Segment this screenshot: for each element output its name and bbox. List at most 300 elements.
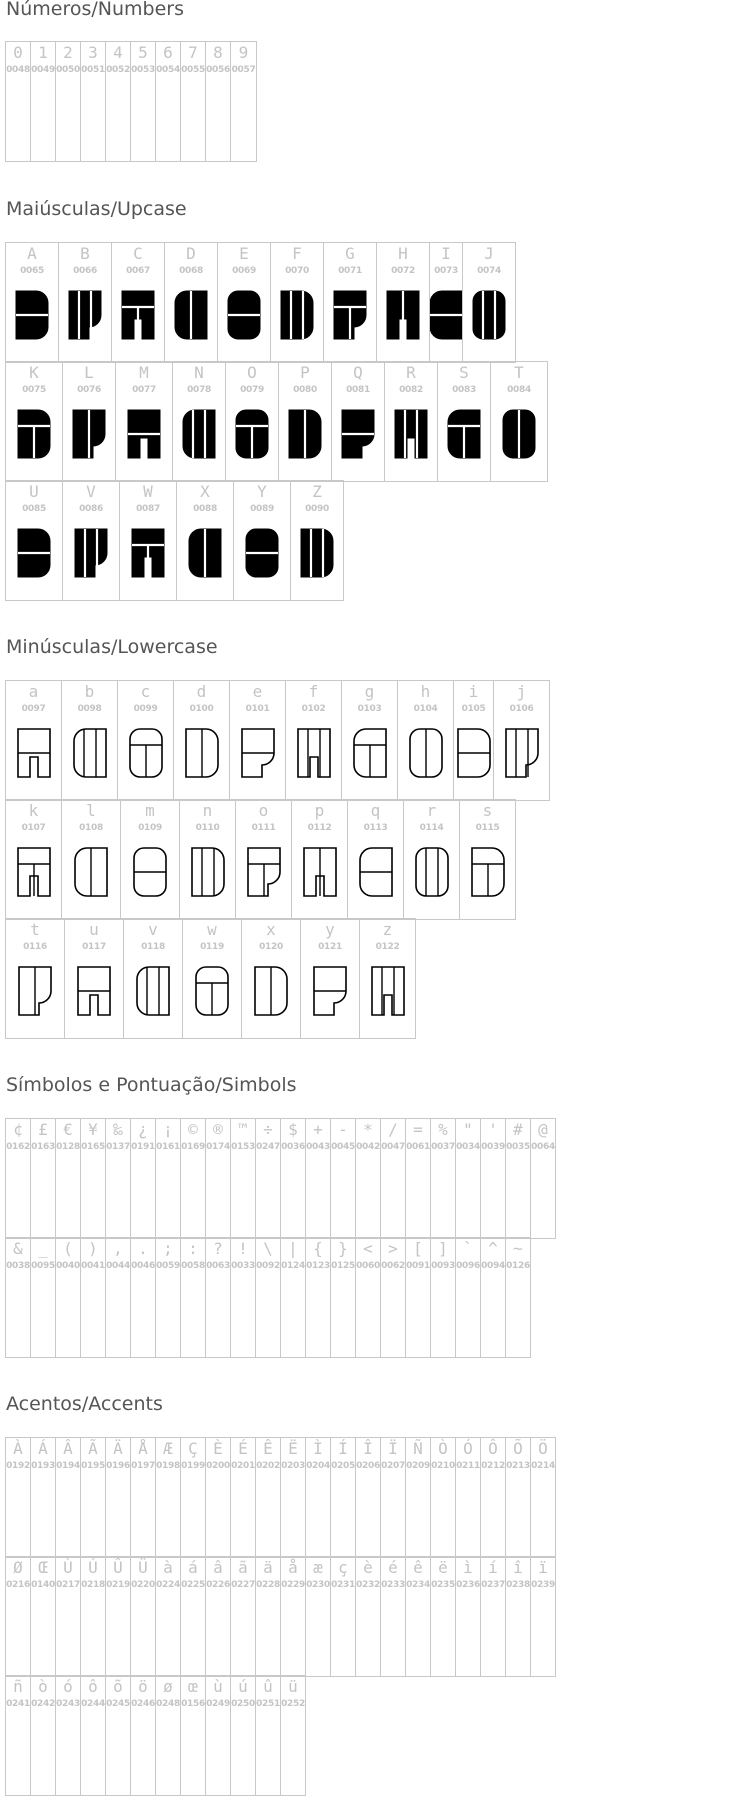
glyph-shape	[385, 289, 421, 341]
glyph-cell	[356, 1557, 381, 1676]
glyph-char-label: ì	[463, 1558, 473, 1577]
glyph-code-label: 0058	[181, 1261, 205, 1271]
glyph-cell	[131, 1238, 156, 1357]
glyph-cell	[165, 243, 218, 362]
glyph-code-label: 0218	[81, 1580, 105, 1590]
glyph-cell	[281, 1676, 306, 1795]
glyph-cell	[63, 362, 116, 481]
glyph-row	[5, 1437, 556, 1558]
glyph-char-label: |	[288, 1239, 298, 1258]
glyph-code-label: 0207	[381, 1461, 405, 1471]
glyph-char-label: ä	[263, 1558, 273, 1577]
glyph-code-label: 0062	[381, 1261, 405, 1271]
glyph-char-label: õ	[113, 1677, 123, 1696]
glyph-cell	[131, 42, 156, 161]
glyph-char-label: Q	[353, 363, 363, 382]
section-title: Maiúsculas/Upcase	[6, 198, 187, 220]
glyph-cell	[206, 1238, 231, 1357]
glyph-shape	[352, 727, 388, 779]
glyph-cell	[206, 1438, 231, 1557]
glyph-code-label: 0214	[531, 1461, 555, 1471]
glyph-cell	[6, 243, 59, 362]
glyph-code-label: 0100	[189, 704, 214, 714]
glyph-cell	[81, 1238, 106, 1357]
glyph-code-label: 0109	[138, 823, 162, 833]
glyph-code-label: 0045	[331, 1142, 355, 1152]
glyph-code-label: 0241	[6, 1699, 30, 1709]
glyph-code-label: 0071	[338, 266, 362, 276]
glyph-cell	[118, 681, 174, 800]
glyph-char-label: C	[133, 244, 143, 263]
glyph-char-label: -	[338, 1120, 348, 1139]
glyph-char-label: Z	[312, 482, 322, 501]
glyph-code-label: 0042	[356, 1142, 380, 1152]
glyph-code-label: 0036	[281, 1142, 305, 1152]
glyph-char-label: ù	[213, 1677, 223, 1696]
glyph-cell	[506, 1438, 531, 1557]
glyph-code-label: 0066	[73, 266, 97, 276]
glyph-char-label: Ú	[88, 1558, 98, 1577]
glyph-shape	[287, 408, 323, 460]
glyph-code-label: 0244	[81, 1699, 105, 1709]
glyph-cell	[406, 1557, 431, 1676]
glyph-code-label: 0193	[31, 1461, 55, 1471]
glyph-code-label: 0211	[456, 1461, 480, 1471]
glyph-code-label: 0088	[193, 504, 217, 514]
glyph-cell	[63, 481, 120, 600]
glyph-char-label: $	[288, 1120, 298, 1139]
glyph-code-label: 0114	[419, 823, 444, 833]
glyph-char-label: 6	[163, 43, 173, 62]
glyph-char-label: ©	[188, 1120, 198, 1139]
glyph-code-label: 0113	[363, 823, 388, 833]
glyph-cell	[481, 1238, 506, 1357]
glyph-char-label: L	[84, 363, 94, 382]
glyph-cell	[6, 1238, 31, 1357]
glyph-code-label: 0228	[256, 1580, 280, 1590]
glyph-char-label: c	[140, 682, 151, 701]
glyph-cell	[381, 1557, 406, 1676]
glyph-shape	[190, 846, 226, 898]
glyph-shape	[173, 289, 209, 341]
glyph-code-label: 0103	[357, 704, 382, 714]
glyph-shape	[504, 727, 540, 779]
glyph-code-label: 0105	[461, 704, 486, 714]
glyph-code-label: 0097	[21, 704, 46, 714]
glyph-cell	[56, 1676, 81, 1795]
glyph-cell	[120, 481, 177, 600]
glyph-cell	[56, 1438, 81, 1557]
glyph-char-label: _	[38, 1239, 48, 1258]
glyph-cell	[62, 800, 121, 919]
glyph-char-label: ñ	[13, 1677, 23, 1696]
glyph-code-label: 0219	[106, 1580, 130, 1590]
glyph-char-label: %	[438, 1120, 448, 1139]
glyph-shape	[299, 527, 335, 579]
glyph-cell	[281, 1238, 306, 1357]
glyph-cell	[231, 1119, 256, 1238]
glyph-code-label: 0202	[256, 1461, 280, 1471]
glyph-char-label: P	[300, 363, 310, 382]
glyph-row	[5, 1556, 556, 1677]
glyph-code-label: 0209	[406, 1461, 430, 1471]
glyph-shape	[73, 846, 109, 898]
glyph-char-label: ]	[438, 1239, 448, 1258]
glyph-char-label: h	[420, 682, 431, 701]
glyph-code-label: 0074	[477, 266, 501, 276]
glyph-char-label: œ	[188, 1677, 198, 1696]
glyph-code-label: 0197	[131, 1461, 155, 1471]
glyph-char-label: T	[514, 363, 524, 382]
glyph-code-label: 0118	[141, 942, 165, 952]
glyph-cell	[236, 800, 292, 919]
glyph-char-label: '	[488, 1120, 498, 1139]
glyph-char-label: Ó	[463, 1439, 473, 1458]
glyph-char-label: É	[238, 1439, 248, 1458]
glyph-code-label: 0169	[181, 1142, 205, 1152]
glyph-code-label: 0194	[56, 1461, 80, 1471]
glyph-cell	[281, 1438, 306, 1557]
glyph-char-label: â	[213, 1558, 223, 1577]
glyph-code-label: 0246	[131, 1699, 155, 1709]
glyph-shape	[234, 408, 270, 460]
glyph-char-label: Ø	[13, 1558, 23, 1577]
glyph-char-label: )	[88, 1239, 98, 1258]
glyph-char-label: g	[364, 682, 375, 701]
glyph-char-label: û	[263, 1677, 273, 1696]
glyph-char-label: ‰	[113, 1120, 123, 1139]
glyph-code-label: 0191	[131, 1142, 155, 1152]
glyph-cell	[206, 1676, 231, 1795]
glyph-cell	[124, 919, 183, 1038]
glyph-char-label: ÷	[263, 1120, 273, 1139]
glyph-char-label: Í	[338, 1439, 348, 1458]
glyph-cell	[6, 1119, 31, 1238]
glyph-char-label: <	[363, 1239, 373, 1258]
glyph-char-label: 4	[113, 43, 123, 62]
glyph-cell	[348, 800, 404, 919]
glyph-code-label: 0067	[126, 266, 150, 276]
glyph-char-label: V	[86, 482, 96, 501]
glyph-shape	[246, 846, 282, 898]
glyph-char-label: Æ	[163, 1439, 173, 1458]
glyph-code-label: 0206	[356, 1461, 380, 1471]
glyph-cell	[226, 362, 279, 481]
glyph-code-label: 0089	[250, 504, 274, 514]
glyph-cell	[183, 919, 242, 1038]
glyph-cell	[106, 1119, 131, 1238]
glyph-code-label: 0052	[106, 65, 130, 75]
glyph-char-label: 3	[88, 43, 98, 62]
glyph-char-label: N	[194, 363, 204, 382]
glyph-cell	[431, 1119, 456, 1238]
glyph-code-label: 0075	[22, 385, 46, 395]
glyph-code-label: 0229	[281, 1580, 305, 1590]
glyph-cell	[116, 362, 173, 481]
glyph-char-label: G	[345, 244, 355, 263]
glyph-code-label: 0117	[82, 942, 106, 952]
glyph-code-label: 0077	[132, 385, 156, 395]
glyph-code-label: 0096	[456, 1261, 480, 1271]
glyph-cell	[181, 1238, 206, 1357]
glyph-code-label: 0060	[356, 1261, 380, 1271]
glyph-code-label: 0121	[318, 942, 342, 952]
glyph-code-label: 0230	[306, 1580, 330, 1590]
glyph-char-label: ^	[488, 1239, 498, 1258]
glyph-char-label: "	[463, 1120, 473, 1139]
glyph-char-label: ú	[238, 1677, 248, 1696]
glyph-char-label: z	[382, 920, 393, 939]
glyph-code-label: 0232	[356, 1580, 380, 1590]
glyph-char-label: M	[139, 363, 149, 382]
glyph-row	[5, 680, 550, 801]
glyph-char-label: `	[463, 1239, 473, 1258]
glyph-char-label: ö	[138, 1677, 148, 1696]
glyph-char-label: í	[488, 1558, 498, 1577]
glyph-code-label: 0174	[206, 1142, 230, 1152]
glyph-cell	[291, 481, 344, 600]
glyph-cell	[331, 1557, 356, 1676]
glyph-char-label: S	[459, 363, 469, 382]
glyph-row	[5, 1675, 306, 1796]
glyph-char-label: i	[468, 682, 479, 701]
glyph-code-label: 0199	[181, 1461, 205, 1471]
glyph-code-label: 0094	[481, 1261, 505, 1271]
glyph-char-label: W	[143, 482, 153, 501]
glyph-char-label: Å	[138, 1439, 148, 1458]
glyph-cell	[271, 243, 324, 362]
glyph-code-label: 0243	[56, 1699, 80, 1709]
glyph-cell	[306, 1557, 331, 1676]
glyph-cell	[281, 1119, 306, 1238]
glyph-cell	[131, 1119, 156, 1238]
glyph-shape	[358, 846, 394, 898]
glyph-code-label: 0137	[106, 1142, 130, 1152]
glyph-cell	[431, 1438, 456, 1557]
glyph-shape	[130, 527, 166, 579]
glyph-code-label: 0233	[381, 1580, 405, 1590]
glyph-char-label: /	[388, 1120, 398, 1139]
glyph-cell	[256, 1557, 281, 1676]
glyph-cell	[230, 681, 286, 800]
glyph-cell	[406, 1438, 431, 1557]
glyph-code-label: 0161	[156, 1142, 180, 1152]
glyph-char-label: ;	[163, 1239, 173, 1258]
glyph-shape	[14, 289, 50, 341]
glyph-code-label: 0040	[56, 1261, 80, 1271]
glyph-char-label: B	[80, 244, 90, 263]
glyph-row	[5, 1118, 556, 1239]
glyph-code-label: 0237	[481, 1580, 505, 1590]
glyph-char-label: ¿	[138, 1120, 148, 1139]
glyph-char-label: 0	[13, 43, 23, 62]
glyph-cell	[377, 243, 430, 362]
glyph-cell	[481, 1438, 506, 1557]
glyph-code-label: 0226	[206, 1580, 230, 1590]
glyph-code-label: 0156	[181, 1699, 205, 1709]
glyph-cell	[6, 1438, 31, 1557]
glyph-cell	[456, 1238, 481, 1357]
glyph-char-label: Á	[38, 1439, 48, 1458]
glyph-char-label: Ç	[188, 1439, 198, 1458]
glyph-code-label: 0079	[240, 385, 264, 395]
glyph-cell	[173, 362, 226, 481]
glyph-char-label: å	[288, 1558, 298, 1577]
glyph-cell	[81, 1557, 106, 1676]
glyph-cell	[494, 681, 550, 800]
glyph-cell	[231, 1557, 256, 1676]
glyph-char-label: y	[325, 920, 335, 939]
glyph-shape	[226, 289, 262, 341]
glyph-shape	[470, 846, 506, 898]
glyph-cell	[6, 362, 63, 481]
glyph-char-label: î	[513, 1558, 523, 1577]
glyph-cell	[332, 362, 385, 481]
glyph-char-label: K	[29, 363, 39, 382]
glyph-code-label: 0033	[231, 1261, 255, 1271]
glyph-code-label: 0101	[245, 704, 270, 714]
glyph-cell	[331, 1119, 356, 1238]
glyph-char-label: Û	[113, 1558, 123, 1577]
glyph-cell	[381, 1238, 406, 1357]
glyph-char-label: Ü	[138, 1558, 148, 1577]
glyph-cell	[206, 1557, 231, 1676]
glyph-cell	[531, 1438, 556, 1557]
glyph-code-label: 0070	[285, 266, 309, 276]
glyph-cell	[491, 362, 548, 481]
glyph-code-label: 0082	[399, 385, 423, 395]
glyph-shape	[73, 527, 109, 579]
glyph-char-label: d	[196, 682, 207, 701]
glyph-cell	[65, 919, 124, 1038]
glyph-cell	[6, 800, 62, 919]
glyph-char-label: è	[363, 1558, 373, 1577]
glyph-char-label: (	[63, 1239, 73, 1258]
glyph-cell	[181, 1119, 206, 1238]
glyph-char-label: r	[426, 801, 437, 820]
glyph-code-label: 0059	[156, 1261, 180, 1271]
glyph-code-label: 0107	[21, 823, 46, 833]
glyph-shape	[430, 289, 463, 341]
glyph-code-label: 0250	[231, 1699, 255, 1709]
glyph-cell	[342, 681, 398, 800]
glyph-code-label: 0162	[6, 1142, 30, 1152]
section-title: Minúsculas/Lowercase	[6, 636, 218, 658]
glyph-code-label: 0095	[31, 1261, 55, 1271]
glyph-cell	[56, 1557, 81, 1676]
glyph-cell	[281, 1557, 306, 1676]
glyph-code-label: 0041	[81, 1261, 105, 1271]
glyph-row	[5, 242, 516, 363]
glyph-char-label: à	[163, 1558, 173, 1577]
glyph-cell	[31, 42, 56, 161]
glyph-code-label: 0116	[23, 942, 47, 952]
glyph-cell	[156, 42, 181, 161]
glyph-char-label: ô	[88, 1677, 98, 1696]
glyph-code-label: 0073	[434, 266, 458, 276]
glyph-code-label: 0110	[195, 823, 220, 833]
glyph-cell	[506, 1238, 531, 1357]
glyph-shape	[240, 727, 276, 779]
glyph-cell	[31, 1438, 56, 1557]
glyph-cell	[398, 681, 454, 800]
glyph-char-label: [	[413, 1239, 423, 1258]
glyph-cell	[531, 1119, 556, 1238]
glyph-code-label: 0076	[77, 385, 101, 395]
glyph-cell	[256, 1438, 281, 1557]
glyph-cell	[56, 1238, 81, 1357]
glyph-code-label: 0048	[6, 65, 30, 75]
glyph-char-label: é	[388, 1558, 398, 1577]
glyph-code-label: 0210	[431, 1461, 455, 1471]
glyph-code-label: 0242	[31, 1699, 55, 1709]
glyph-char-label: D	[186, 244, 196, 263]
glyph-code-label: 0035	[506, 1142, 530, 1152]
glyph-cell	[404, 800, 460, 919]
glyph-cell	[31, 1119, 56, 1238]
glyph-char-label: Ù	[63, 1558, 73, 1577]
glyph-code-label: 0217	[56, 1580, 80, 1590]
glyph-shape	[370, 965, 406, 1017]
glyph-cell	[81, 1438, 106, 1557]
glyph-char-label: ã	[238, 1558, 248, 1577]
glyph-code-label: 0123	[306, 1261, 330, 1271]
glyph-cell	[56, 42, 81, 161]
glyph-char-label: 7	[188, 43, 198, 62]
glyph-cell	[406, 1119, 431, 1238]
glyph-char-label: Õ	[513, 1439, 523, 1458]
glyph-char-label: £	[38, 1120, 48, 1139]
glyph-char-label: Ö	[538, 1439, 548, 1458]
glyph-code-label: 0224	[156, 1580, 180, 1590]
glyph-cell	[431, 1557, 456, 1676]
glyph-code-label: 0049	[31, 65, 55, 75]
glyph-code-label: 0248	[156, 1699, 180, 1709]
glyph-char-label: o	[258, 801, 269, 820]
glyph-char-label: ™	[238, 1120, 248, 1139]
glyph-code-label: 0051	[81, 65, 105, 75]
glyph-code-label: 0227	[231, 1580, 255, 1590]
glyph-code-label: 0063	[206, 1261, 230, 1271]
glyph-char-label: X	[200, 482, 210, 501]
glyph-char-label: :	[188, 1239, 198, 1258]
glyph-char-label: *	[363, 1120, 373, 1139]
glyph-char-label: }	[338, 1239, 348, 1258]
glyph-cell	[438, 362, 491, 481]
glyph-cell	[301, 919, 360, 1038]
glyph-cell	[31, 1238, 56, 1357]
glyph-cell	[218, 243, 271, 362]
glyph-cell	[206, 1119, 231, 1238]
glyph-char-label: Ä	[113, 1439, 123, 1458]
glyph-shape	[184, 727, 220, 779]
glyph-row	[5, 918, 416, 1039]
glyph-char-label: ü	[288, 1677, 298, 1696]
glyph-char-label: æ	[313, 1558, 323, 1577]
glyph-shape	[132, 846, 168, 898]
glyph-cell	[156, 1119, 181, 1238]
glyph-code-label: 0231	[331, 1580, 355, 1590]
glyph-code-label: 0165	[81, 1142, 105, 1152]
glyph-code-label: 0039	[481, 1142, 505, 1152]
glyph-char-label: ó	[63, 1677, 73, 1696]
glyph-char-label: a	[28, 682, 39, 701]
glyph-char-label: >	[388, 1239, 398, 1258]
glyph-code-label: 0195	[81, 1461, 105, 1471]
glyph-code-label: 0069	[232, 266, 256, 276]
glyph-char-label: +	[313, 1120, 323, 1139]
glyph-char-label: Ò	[438, 1439, 448, 1458]
